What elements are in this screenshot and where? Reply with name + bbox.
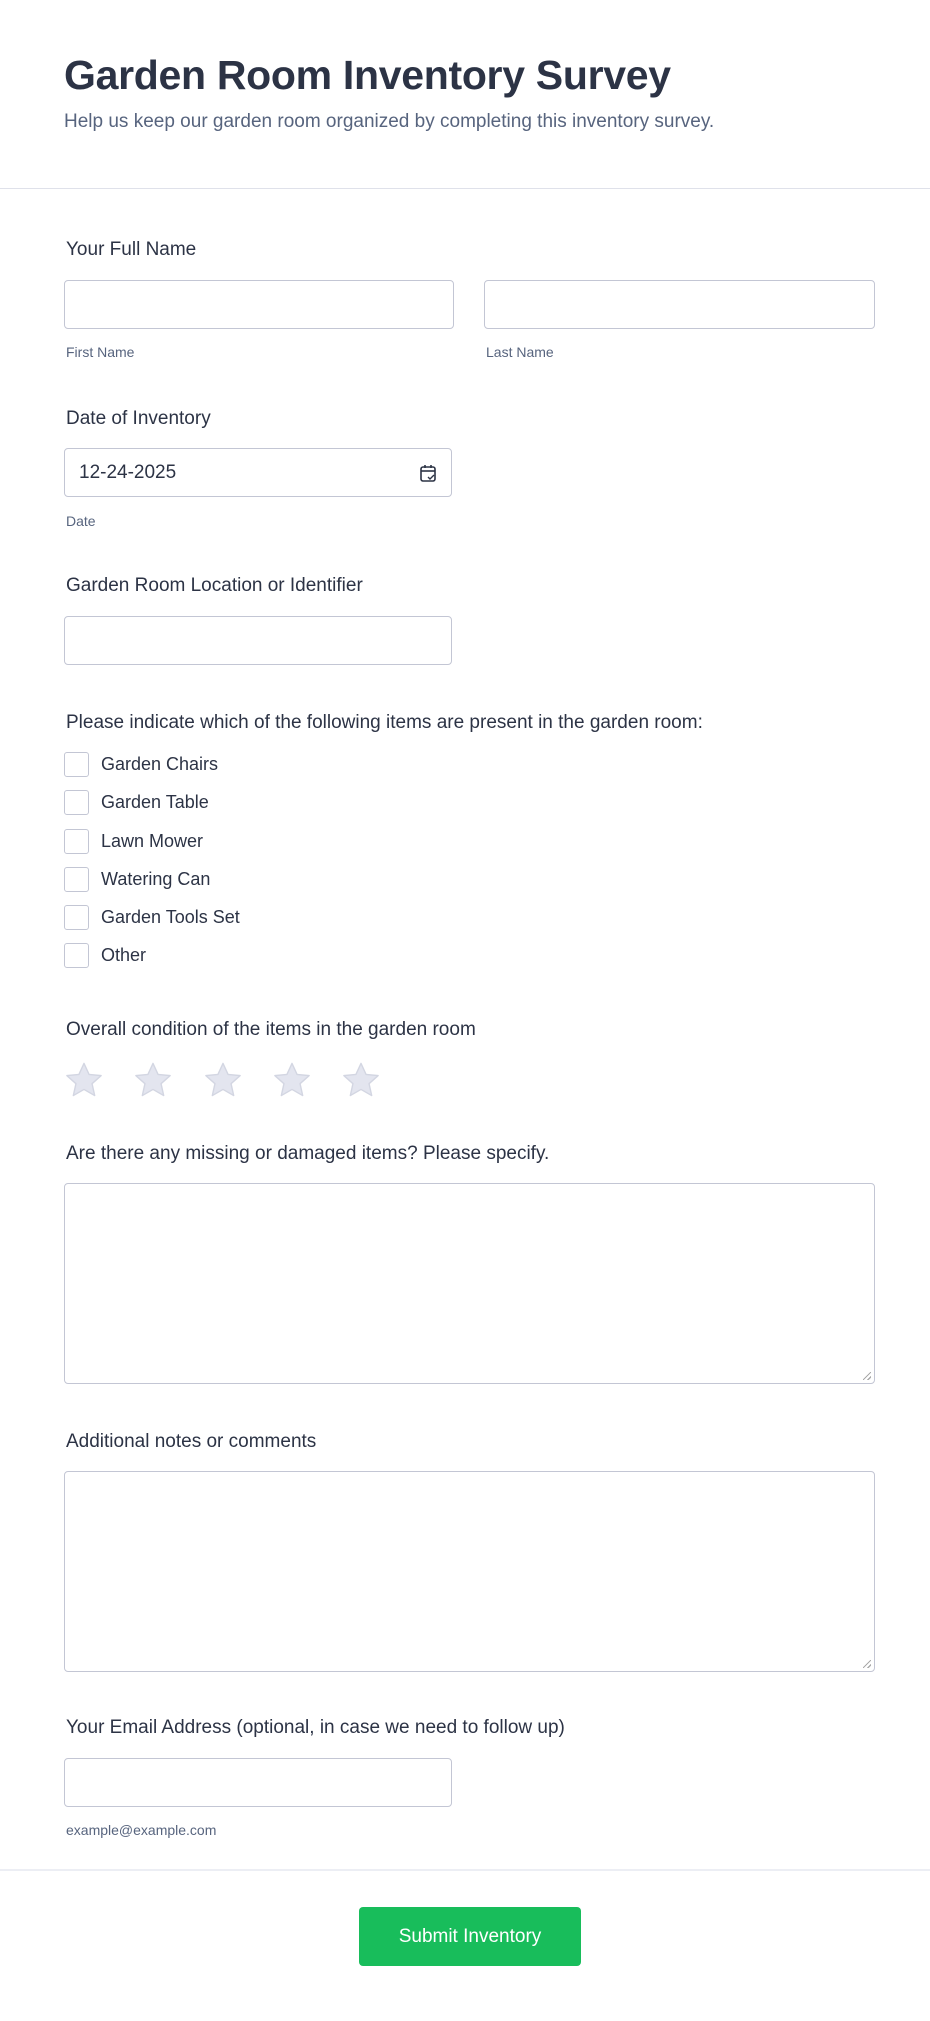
location-input[interactable]	[65, 617, 451, 664]
missing-items-label: Are there any missing or damaged items? Please specify.	[66, 1143, 550, 1164]
date-label: Date of Inventory	[66, 408, 211, 429]
star-icon[interactable]	[63, 1059, 105, 1101]
item-checkbox[interactable]	[64, 752, 89, 777]
full-name-label: Your Full Name	[66, 239, 197, 260]
rating-label: Overall condition of the items in the garden room	[66, 1019, 476, 1040]
item-checkbox-label[interactable]: Garden Tools Set	[101, 907, 240, 927]
location-field[interactable]	[64, 616, 452, 665]
first-name-field[interactable]	[64, 280, 454, 329]
resize-handle[interactable]	[863, 1660, 871, 1668]
notes-textarea[interactable]	[64, 1471, 875, 1672]
first-name-sublabel: First Name	[66, 344, 135, 360]
email-sublabel: example@example.com	[66, 1822, 217, 1838]
item-checkbox[interactable]	[64, 790, 89, 815]
location-label: Garden Room Location or Identifier	[66, 575, 363, 596]
last-name-input[interactable]	[485, 281, 874, 328]
email-input[interactable]	[65, 1759, 451, 1806]
page-subtitle: Help us keep our garden room organized by completing this inventory survey.	[64, 111, 715, 132]
notes-input[interactable]	[65, 1472, 874, 1671]
item-checkbox[interactable]	[64, 829, 89, 854]
star-icon[interactable]	[132, 1059, 174, 1101]
header-divider	[0, 188, 930, 189]
last-name-field[interactable]	[484, 280, 875, 329]
submit-button[interactable]: Submit Inventory	[359, 1907, 581, 1966]
resize-handle[interactable]	[863, 1372, 871, 1380]
date-input[interactable]	[65, 449, 451, 496]
item-checkbox-label[interactable]: Garden Chairs	[101, 754, 219, 774]
star-icon[interactable]	[340, 1059, 382, 1101]
email-label: Your Email Address (optional, in case we need to follow up)	[66, 1717, 565, 1738]
items-question-label: Please indicate which of the following items are present in the garden room:	[66, 712, 703, 733]
page-title: Garden Room Inventory Survey	[64, 52, 671, 98]
notes-label: Additional notes or comments	[66, 1431, 317, 1452]
item-checkbox[interactable]	[64, 943, 89, 968]
item-checkbox[interactable]	[64, 905, 89, 930]
calendar-icon[interactable]	[419, 464, 437, 483]
star-icon[interactable]	[271, 1059, 313, 1101]
email-field[interactable]	[64, 1758, 452, 1807]
first-name-input[interactable]	[65, 281, 453, 328]
last-name-sublabel: Last Name	[486, 344, 554, 360]
footer-divider	[0, 1869, 930, 1871]
item-checkbox-label[interactable]: Other	[101, 945, 147, 965]
item-checkbox-label[interactable]: Watering Can	[101, 869, 211, 889]
missing-items-textarea[interactable]	[64, 1183, 875, 1384]
missing-items-input[interactable]	[65, 1184, 874, 1383]
date-field[interactable]	[64, 448, 452, 497]
date-sublabel: Date	[66, 513, 96, 529]
item-checkbox-label[interactable]: Lawn Mower	[101, 831, 204, 851]
star-icon[interactable]	[202, 1059, 244, 1101]
item-checkbox-label[interactable]: Garden Table	[101, 792, 209, 812]
item-checkbox[interactable]	[64, 867, 89, 892]
